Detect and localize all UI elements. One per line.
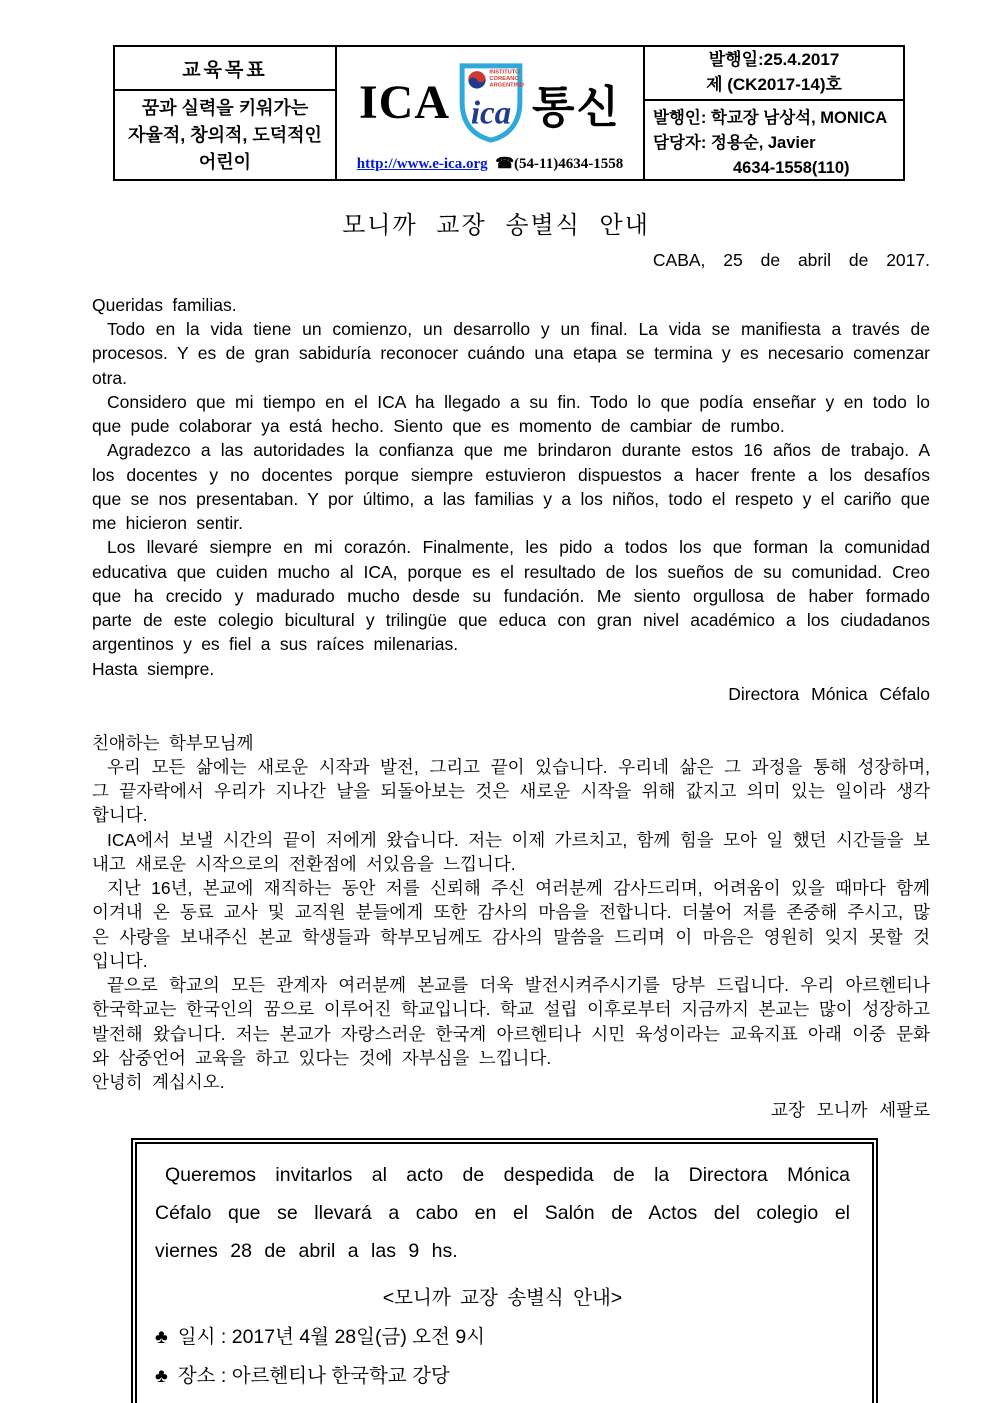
- logo-label-line: ARGENTINO: [489, 82, 524, 89]
- letter-es-paragraph: Agradezco a las autoridades la confianza que me brindaron durante estos 16 años de trabajo. A los docentes y no docentes porque siempre estuvieron dispuestos a hacer frente a los desafíos que se nos presentaban. Y por último, a las familias y a los niños, todo el respeto y el cariño que me hicieron sentir.: [92, 440, 930, 534]
- publisher-info: [645, 101, 903, 180]
- education-slogan-line: 어린이: [198, 152, 252, 173]
- letter-ko-signature: 교장 모니까 세팔로: [771, 1100, 930, 1121]
- website-link[interactable]: http://www.e-ica.org: [356, 156, 488, 173]
- invitation-box-inner: [135, 1142, 874, 1403]
- letter-ko-paragraph: 끝으로 학교의 모든 관계자 여러분께 본교를 더욱 발전시켜주시기를 당부 드립니다. 우리 아르헨티나 한국학교는 한국인의 꿈으로 이루어진 학교입니다. 학교 설립 이후로부터 지금까지 본교는 많이 성장하고 발전해 왔습니다. 저는 본교가 자랑스러운 한국계 아르헨티나 시민 육성이라는 교육지표 아래 이중 문화와 삼중언어 교육을 하고 있다는 것에 자부심을 느낍니다.: [92, 975, 930, 1068]
- letter-ko-paragraph: 지난 16년, 본교에 재직하는 동안 저를 신뢰해 주신 여러분께 감사드리며, 어려움이 있을 때마다 함께 이겨내 온 동료 교사 및 교직원 분들에게 또한 감사의 마음을 전합니다. 더불어 저를 존중해 주시고, 많은 사랑을 보내주신 본교 학생들과 학부모님께도 감사의 말씀을 드리며 이 마음은 영원히 잊지 못할 것입니다.: [92, 878, 930, 971]
- letter-ko-paragraph: 안녕히 계십시오.: [92, 1072, 225, 1093]
- letter-es-paragraph: Hasta siempre.: [92, 658, 215, 679]
- letter-ko-paragraph: 우리 모든 삶에는 새로운 시작과 발전, 그리고 끝이 있습니다. 우리네 삶은 그 과정을 통해 성장하며, 그 끝자락에서 우리가 지나간 날을 되돌아보는 것은 새로운 시작을 위해 값지고 의미 있는 일이라 생각합니다.: [92, 756, 930, 826]
- education-slogan-line: 자율적, 창의적, 도덕적인: [128, 125, 322, 146]
- education-slogan-line: 꿈과 실력을 키워가는: [141, 98, 309, 119]
- brand-cell: [335, 47, 645, 180]
- logo-monogram: ica: [470, 95, 512, 132]
- letter-korean: [92, 731, 930, 1095]
- masthead-table: [113, 45, 905, 181]
- phone-number: ☎(54-11)4634-1558: [495, 156, 624, 173]
- contact-extension: 4634-1558(110): [733, 158, 850, 177]
- letter-ko-paragraph: ICA에서 보낼 시간의 끝이 저에게 왔습니다. 저는 이제 가르치고, 함께 힘을 모아 일 했던 시간들을 보내고 새로운 시작으로의 전환점에 서있음을 느낍니다.: [92, 829, 930, 874]
- brand-ica-text: ICA: [358, 76, 450, 130]
- invitation-item-location: [155, 1360, 850, 1388]
- manager-line: 담당자: 정용순, Javier: [653, 133, 816, 152]
- letter-spanish: [92, 293, 930, 681]
- issue-number: 제 (CK2017-14)호: [706, 75, 842, 94]
- invitation-heading: <모니까 교장 송별식 안내>: [382, 1287, 623, 1310]
- logo-label-line: COREANO: [489, 75, 519, 82]
- letter-es-paragraph: Los llevaré siempre en mi corazón. Finalmente, les pido a todos los que forman la comunidad educativa que cuiden mucho al ICA, porque es el resultado de los sueños de su comunidad. Creo que ha crecido y madurado mucho desde su fundación. Me siento orgullosa de haber formado parte de este colegio bicultural y trilingüe que educa con gran nivel académico a los ciudadanos argentinos y es fiel a sus raíces milenarias.: [92, 537, 930, 655]
- invitation-box: [131, 1138, 878, 1403]
- publisher-line: 발행인: 학교장 남상석, MONICA: [653, 109, 888, 127]
- brand-row: [337, 47, 643, 154]
- logo-label-line: INSTITUTO: [489, 68, 520, 75]
- dateline: CABA, 25 de abril de 2017.: [652, 250, 930, 270]
- ica-shield-logo-icon: [458, 62, 524, 144]
- invitation-item-datetime: [155, 1321, 850, 1349]
- page-title: 모니까 교장 송별식 안내: [342, 212, 650, 239]
- contact-row: [337, 154, 643, 180]
- invitation-item-text: 일시 : 2017년 4월 28일(금) 오전 9시: [177, 1326, 486, 1349]
- invitation-body: Queremos invitarlos al acto de despedida de la Directora Mónica Céfalo que se llevará a cabo en el Salón de Actos del colegio el viernes 28 de abril a las 9 hs.: [155, 1164, 850, 1263]
- letter-es-paragraph: Considero que mi tiempo en el ICA ha llegado a su fin. Todo lo que podía enseñar y en todo lo que pude colaborar ya está hecho. Siento que es momento de cambiar de rumbo.: [92, 391, 930, 437]
- brand-tongsin-text: 통신: [532, 82, 622, 132]
- education-goal-title: 교육목표: [115, 47, 335, 91]
- club-bullet-icon: ♣: [155, 1365, 168, 1388]
- letter-es-paragraph: Todo en la vida tiene un comienzo, un desarrollo y un final. La vida se manifiesta a través de procesos. Y es de gran sabiduría reconocer cuándo una etapa se termina y es necesario comenzar otra.: [92, 319, 930, 388]
- letter-ko-paragraph: 친애하는 학부모님께: [92, 732, 254, 753]
- issue-info: [645, 47, 903, 101]
- publication-info-cell: [645, 47, 903, 180]
- club-bullet-icon: ♣: [155, 1326, 168, 1349]
- education-goal-cell: [115, 47, 335, 180]
- issue-date: 발행일:25.4.2017: [708, 50, 840, 70]
- letter-es-signature: Directora Mónica Céfalo: [728, 683, 930, 704]
- letter-es-paragraph: Queridas familias.: [92, 295, 237, 315]
- education-slogan: [115, 91, 335, 180]
- invitation-item-text: 장소 : 아르헨티나 한국학교 강당: [177, 1365, 450, 1388]
